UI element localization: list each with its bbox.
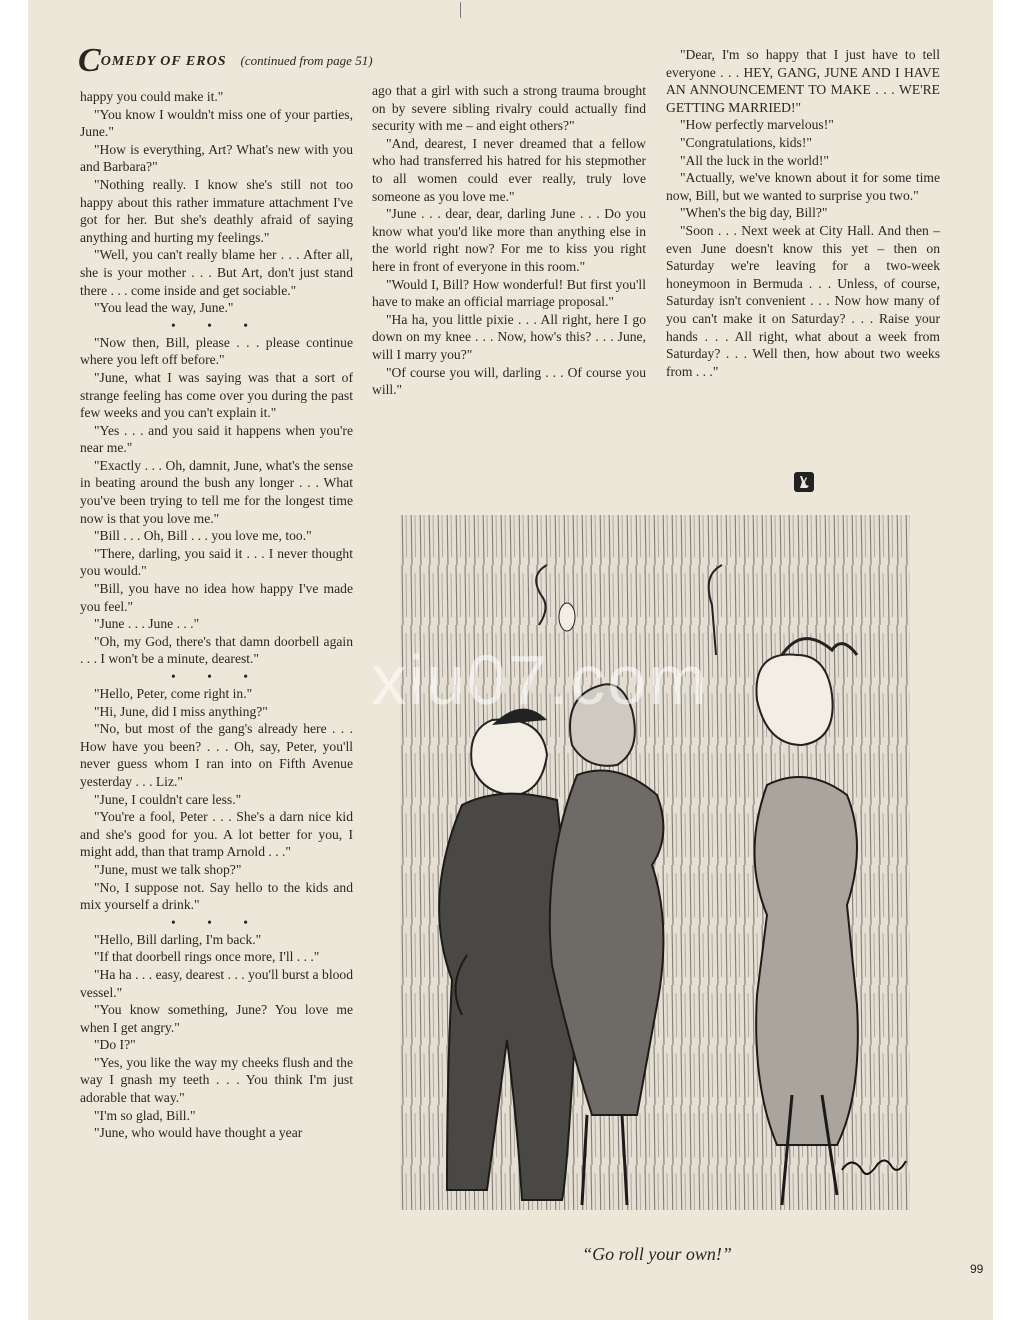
paragraph: "June . . . June . . ." [94,616,200,632]
paragraph: ago that a girl with such a strong trauma brought on by severe sibling rivalry could actually find security with me – and eight others?" [372,83,646,134]
article-header [78,44,373,78]
paragraph: "No, I suppose not. Say hello to the kids and mix yourself a drink." [80,879,353,913]
paragraph: "You're a fool, Peter . . . She's a darn nice kid and she's good for you. A lot better for you, I might add, than that tramp Arnold . . ." [80,809,353,860]
paragraph: "Exactly . . . Oh, damnit, June, what's the sense in beating around the bush any longer . . . What you've been trying to tell me for the longest time now is that you love me." [80,457,353,526]
paragraph: "Would I, Bill? How wonderful! But first you'll have to make an official marriage proposal." [372,276,646,310]
paragraph: "Actually, we've known about it for some time now, Bill, but we wanted to surprise you two." [666,170,940,203]
watermark-text: xiu07.com [371,641,709,719]
article-title: OMEDY OF EROS [100,54,227,69]
section-separator: • • • [170,669,263,684]
scan-mark [460,2,463,18]
section-separator: • • • [170,914,263,930]
paragraph: "Ha ha, you little pixie . . . All right, here I go down on my knee . . . Now, how's this? . . . June, will I marry you?" [372,311,646,362]
paragraph: "No, but most of the gang's already here . . . How have you been? . . . Oh, say, Peter, you'll never guess whom I ran into on Fifth Avenue yesterday . . . Liz." [80,721,353,789]
paragraph: "Hi, June, did I miss anything?" [94,703,268,719]
paragraph: "June, what I was saying was that a sort of strange feeling has come over you during the past few weeks and you can't explain it." [80,369,353,421]
paragraph: "You know something, June? You love me when I get angry." [80,1002,353,1035]
paragraph: "Now then, Bill, please . . . please continue where you left off before." [80,334,353,368]
paragraph: "Congratulations, kids!" [680,134,812,150]
paragraph: "June . . . dear, dear, darling June . . . Do you know what you'd like more than anything else in the world right now? For me to kiss you right here in front of everyone in this room." [372,206,646,274]
paragraph: "June, I couldn't care less." [94,791,242,807]
paragraph: "Hello, Peter, come right in." [94,686,253,701]
paragraph: "Dear, I'm so happy that I just have to tell everyone . . . HEY, GANG, JUNE AND I HAVE AN ANNOUNCEMENT TO MAKE . . . WE'RE GETTING MARRIED!" [666,47,940,115]
paragraph: "I'm so glad, Bill." [94,1107,196,1123]
page-number: 99 [970,1262,984,1276]
text-column-1 [80,88,353,1142]
drop-cap-c: C [78,42,101,79]
paragraph: "Yes, you like the way my cheeks flush and the way I gnash my teeth . . . You think I'm just adorable that way." [80,1054,353,1106]
paragraph: "June, must we talk shop?" [94,861,242,877]
section-separator: • • • [170,317,263,333]
paragraph: "Do I?" [94,1037,136,1053]
paragraph: happy you could make it." [80,89,224,104]
cartoon-caption: “Go roll your own!” [582,1244,732,1264]
bunny-logo-icon [794,472,814,492]
text-column-2 [372,82,646,399]
paragraph: "And, dearest, I never dreamed that a fellow who had transferred his hatred for his stepmother to all women could ever really, truly love someone as you love me." [372,135,646,204]
continued-note: (continued from page 51) [240,53,373,68]
paragraph: "Bill, you have no idea how happy I've made you feel." [80,581,353,614]
paragraph: "Nothing really. I know she's still not too happy about this rather immature attachment I've got for her. But she's deathly afraid of saying anything and hurting my feelings." [80,176,353,245]
paragraph: "June, who would have thought a year [94,1125,303,1141]
paragraph: "Bill . . . Oh, Bill . . . you love me, too." [94,528,312,544]
paragraph: "Well, you can't really blame her . . . After all, she is your mother . . . But Art, don't just stand there . . . come inside and get sociable." [80,247,353,298]
paragraph: "Of course you will, darling . . . Of course you will." [372,364,646,398]
paragraph: "There, darling, you said it . . . I never thought you would." [80,545,353,579]
paragraph: "How is everything, Art? What's new with you and Barbara?" [80,141,353,175]
paragraph: "Hello, Bill darling, I'm back." [94,931,262,947]
paragraph: "If that doorbell rings once more, I'll . . ." [94,949,320,965]
text-column-3 [666,46,940,380]
paragraph: "Yes . . . and you said it happens when you're near me." [80,422,353,456]
paragraph: "You know I wouldn't miss one of your parties, June." [80,106,353,140]
paragraph: "Ha ha . . . easy, dearest . . . you'll burst a blood vessel." [80,966,353,1000]
cartoon-illustration [372,505,942,1225]
paragraph: "You lead the way, June." [94,300,234,316]
paragraph: "Oh, my God, there's that damn doorbell again . . . I won't be a minute, dearest." [80,633,353,667]
paragraph: "How perfectly marvelous!" [680,117,834,133]
paragraph: "When's the big day, Bill?" [680,205,828,221]
paragraph: "Soon . . . Next week at City Hall. And then – even June doesn't know this yet – then on Saturday we're leaving for a two-week honeymoon in Bermuda . . . Unless, of course, Saturday isn't convenient . . . Now how many of you can't make it on Saturday? . . . Raise your hands . . . All right, what about a week from Saturday? . . . Well then, how about two weeks from . . ." [666,222,940,379]
paragraph: "All the luck in the world!" [680,152,829,168]
